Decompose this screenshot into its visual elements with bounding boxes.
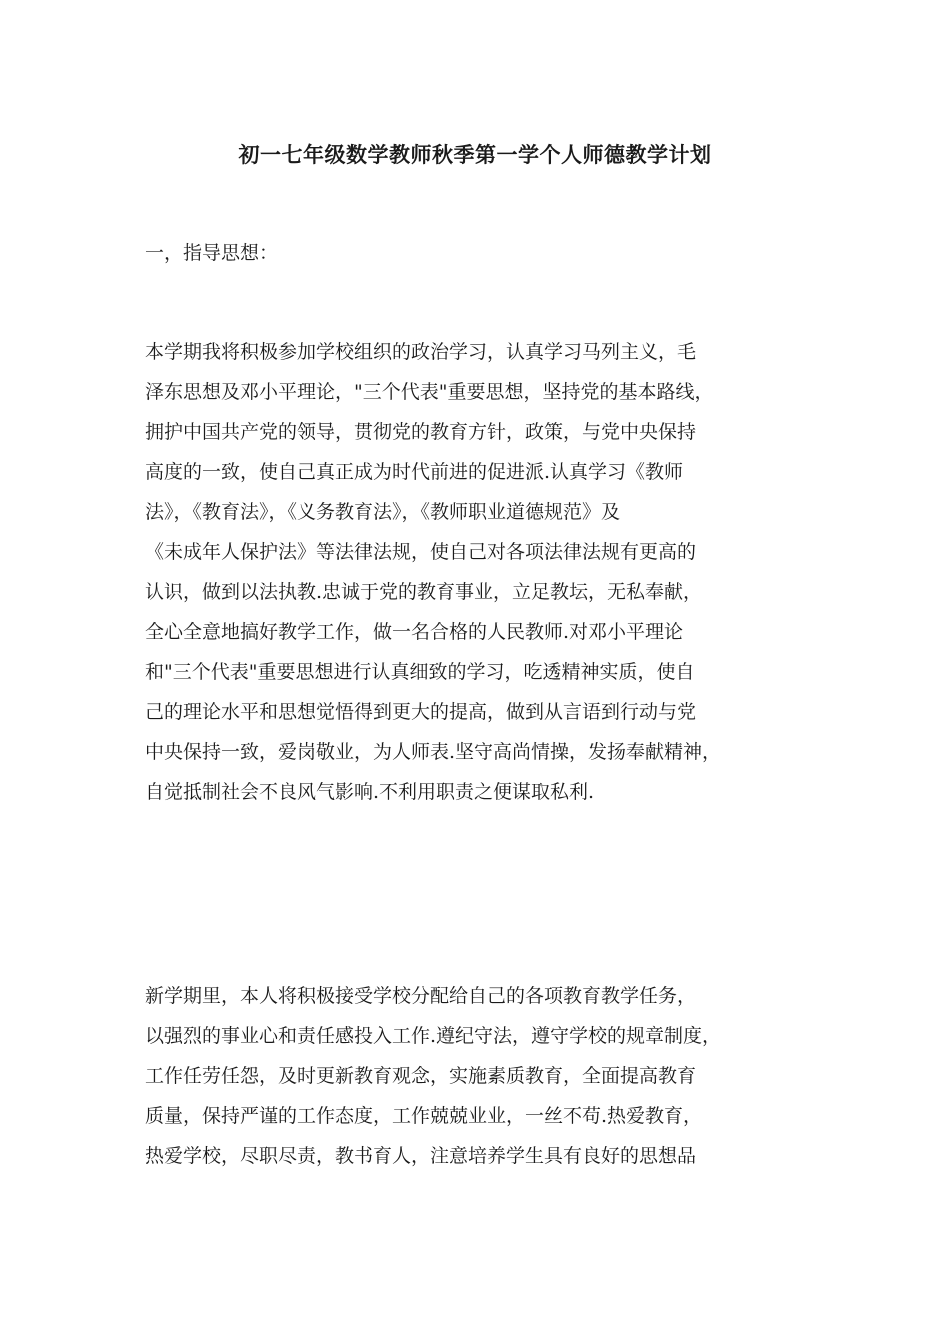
section-heading: 一，指导思想：	[145, 242, 279, 264]
paragraph-line: 泽东思想及邓小平理论，"三个代表"重要思想，坚持党的基本路线，	[145, 381, 714, 403]
paragraph-line: 高度的一致，使自己真正成为时代前进的促进派.认真学习《教师	[145, 461, 684, 483]
paragraph-line: 以强烈的事业心和责任感投入工作.遵纪守法，遵守学校的规章制度，	[145, 1025, 722, 1047]
paragraph-line: 和"三个代表"重要思想进行认真细致的学习，吃透精神实质，使自	[145, 661, 695, 683]
paragraph-line: 《未成年人保护法》等法律法规，使自己对各项法律法规有更高的	[145, 541, 697, 563]
paragraph-line: 认识，做到以法执教.忠诚于党的教育事业，立足教坛，无私奉献，	[145, 581, 703, 603]
paragraph-2	[145, 976, 825, 1176]
paragraph-line: 中央保持一致，爱岗敬业，为人师表.坚守高尚情操，发扬奉献精神，	[145, 741, 722, 763]
paragraph-line: 己的理论水平和思想觉悟得到更大的提高，做到从言语到行动与党	[145, 701, 697, 723]
paragraph-line: 本学期我将积极参加学校组织的政治学习，认真学习马列主义，毛	[145, 341, 697, 363]
paragraph-line: 法》，《教育法》，《义务教育法》，《教师职业道德规范》及	[145, 501, 621, 523]
paragraph-line: 新学期里，本人将积极接受学校分配给自己的各项教育教学任务，	[145, 985, 697, 1007]
paragraph-line: 工作任劳任怨，及时更新教育观念，实施素质教育，全面提高教育	[145, 1065, 697, 1087]
paragraph-1	[145, 332, 825, 812]
paragraph-line: 质量，保持严谨的工作态度，工作兢兢业业，一丝不苟.热爱教育，	[145, 1105, 703, 1127]
paragraph-line: 拥护中国共产党的领导，贯彻党的教育方针，政策，与党中央保持	[145, 421, 697, 443]
document-title: 初一七年级数学教师秋季第一学个人师德教学计划	[238, 142, 712, 167]
paragraph-line: 全心全意地搞好教学工作，做一名合格的人民教师.对邓小平理论	[145, 621, 684, 643]
paragraph-line: 热爱学校，尽职尽责，教书育人，注意培养学生具有良好的思想品	[145, 1145, 697, 1167]
paragraph-line: 自觉抵制社会不良风气影响.不利用职责之便谋取私利.	[145, 781, 595, 803]
